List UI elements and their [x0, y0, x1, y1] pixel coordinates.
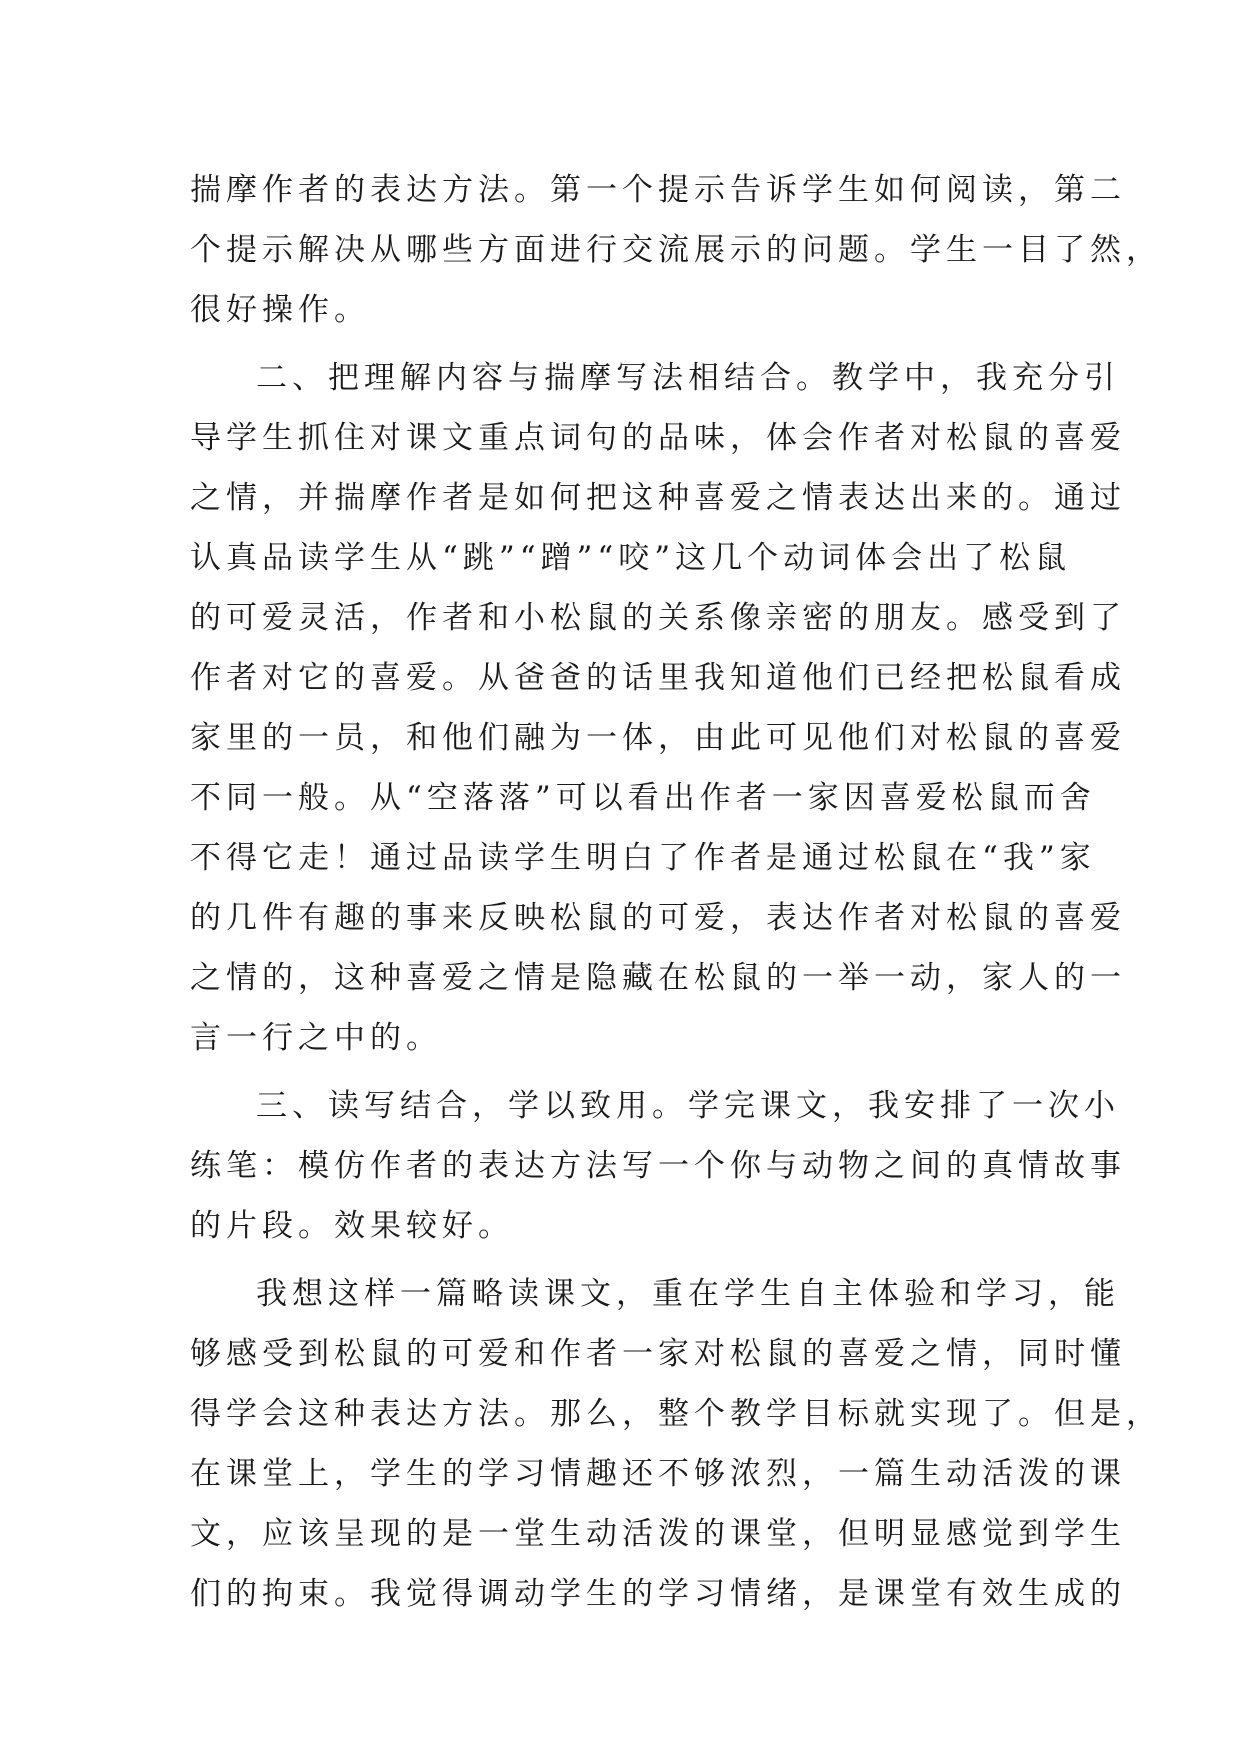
text-line: 不得它走！通过品读学生明白了作者是通过松鼠在“我”家	[190, 840, 1096, 876]
text-line: 之情的，这种喜爱之情是隐藏在松鼠的一举一动，家人的一	[190, 960, 1126, 996]
text-line: 三、读写结合，学以致用。学完课文，我安排了一次小	[256, 1088, 1120, 1124]
text-line: 不同一般。从“空落落”可以看出作者一家因喜爱松鼠而舍	[190, 780, 1096, 816]
text-line: 个提示解决从哪些方面进行交流展示的问题。学生一目了然，	[190, 232, 1162, 268]
text-line: 之情，并揣摩作者是如何把这种喜爱之情表达出来的。通过	[190, 480, 1126, 516]
text-line: 练笔：模仿作者的表达方法写一个你与动物之间的真情故事	[190, 1148, 1126, 1184]
paragraph	[190, 1076, 1126, 1256]
text-line: 的可爱灵活，作者和小松鼠的关系像亲密的朋友。感受到了	[190, 600, 1126, 636]
text-line: 家里的一员，和他们融为一体，由此可见他们对松鼠的喜爱	[190, 720, 1126, 756]
text-line: 文，应该呈现的是一堂生动活泼的课堂，但明显感觉到学生	[190, 1516, 1126, 1552]
text-line: 的几件有趣的事来反映松鼠的可爱，表达作者对松鼠的喜爱	[190, 900, 1126, 936]
text-line: 作者对它的喜爱。从爸爸的话里我知道他们已经把松鼠看成	[190, 660, 1126, 696]
text-line: 认真品读学生从“跳”“蹭”“咬”这几个动词体会出了松鼠	[190, 540, 1072, 576]
paragraph	[190, 160, 1162, 340]
document-body	[190, 160, 1162, 1624]
text-line: 们的拘束。我觉得调动学生的学习情绪，是课堂有效生成的	[190, 1576, 1126, 1612]
text-line: 够感受到松鼠的可爱和作者一家对松鼠的喜爱之情，同时懂	[190, 1336, 1126, 1372]
paragraph-spacer	[190, 1068, 1070, 1076]
paragraph	[190, 1264, 1162, 1624]
text-line: 揣摩作者的表达方法。第一个提示告诉学生如何阅读，第二	[190, 172, 1126, 208]
text-line: 很好操作。	[190, 292, 370, 328]
text-line: 得学会这种表达方法。那么，整个教学目标就实现了。但是，	[190, 1396, 1162, 1432]
text-line: 导学生抓住对课文重点词句的品味，体会作者对松鼠的喜爱	[190, 420, 1126, 456]
text-line: 在课堂上，学生的学习情趣还不够浓烈，一篇生动活泼的课	[190, 1456, 1126, 1492]
paragraph-spacer	[190, 340, 1070, 348]
text-line: 的片段。效果较好。	[190, 1208, 514, 1244]
text-line: 二、把理解内容与揣摩写法相结合。教学中，我充分引	[256, 360, 1120, 396]
text-line: 我想这样一篇略读课文，重在学生自主体验和学习，能	[256, 1276, 1120, 1312]
paragraph-spacer	[190, 1256, 1070, 1264]
text-line: 言一行之中的。	[190, 1020, 442, 1056]
paragraph	[190, 348, 1126, 1068]
